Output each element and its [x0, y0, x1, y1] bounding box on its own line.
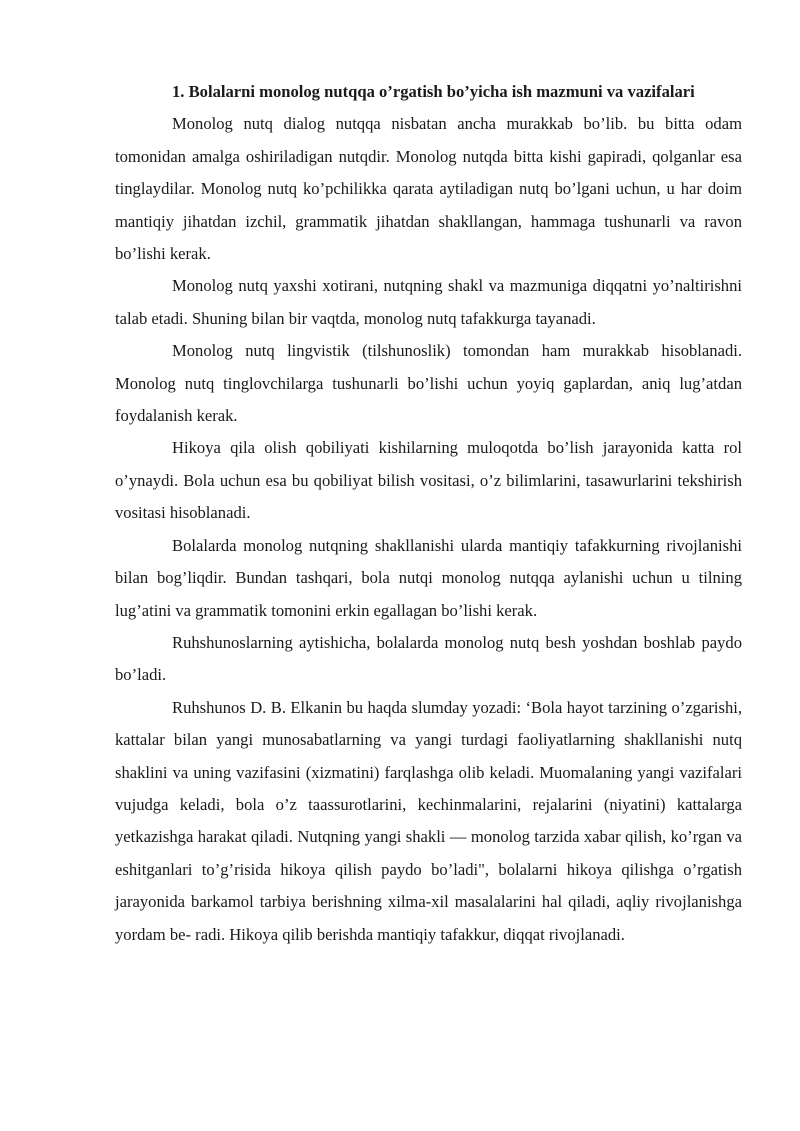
paragraph-6: Ruhshunoslarning aytishicha, bolalarda monolog nutq besh yoshdan boshlab paydo bo’ladi. — [115, 632, 742, 685]
paragraph-4: Hikoya qila olish qobiliyati kishilarning muloqotda bo’lish jarayonida katta rol o’ynaydi. Bola uchun esa bu qobiliyat bilish vositasi, o’z bilimlarini, tasawurlarini tekshirish vositasi hisoblanadi. — [115, 438, 742, 523]
paragraph-2: Monolog nutq yaxshi xotirani, nutqning shakl va mazmuniga diqqatni yo’naltirishni talab etadi. Shuning bilan bir vaqtda, monolog nutq tafakkurga tayanadi. — [115, 276, 742, 328]
paragraph-7: Ruhshunos D. B. Elkanin bu haqda slumday yozadi: ‘Bola hayot tarzining o’zgarishi, kattalar bilan yangi munosabatlarning va yangi turdagi faoliyatlarning shakllanishi nutq shaklini va uning vazifasini (xizmatini) farqlashga olib keladi. Muomalaning yangi vazifalari vujudga keladi, bola o’z taassurotlarini, kechinmalarini, rejalarini (niyatini) kattalarga yetkazishga harakat qiladi. Nutqning yangi shakli — monolog tarzida xabar qilish, ko’rgan va eshitganlari to’g’risida hikoya qilish paydo bo’ladi", bolalarni hikoya qilishga o’rgatish jarayonida barkamol tarbiya berishning xilma-xil masalalarini hal qiladi, aqliy rivojlanishga yordam be- radi. Hikoya qilib berishda mantiqiy tafakkur, diqqat rivojlanadi. — [115, 697, 742, 944]
paragraph-3: Monolog nutq lingvistik (tilshunoslik) tomondan ham murakkab hisoblanadi. Monolog nutq tinglovchilarga tushunarli bo’lishi uchun yoyiq gaplardan, aniq lug’atdan foydalanish kerak. — [115, 341, 742, 426]
paragraph-1: Monolog nutq dialog nutqqa nisbatan ancha murakkab bo’lib. bu bitta odam tomonidan amalga oshiriladigan nutqdir. Monolog nutqda bitta kishi gapiradi, qolganlar esa tinglaydilar. Monolog nutq ko’pchilikka qarata aytiladigan nutq bo’lgani uchun, u har doim mantiqiy jihatdan izchil, grammatik jihatdan shakllangan, hammaga tushunarli va ravon bo’lishi kerak. — [115, 114, 742, 264]
paragraph-5: Bolalarda monolog nutqning shakllanishi ularda mantiqiy tafakkurning rivojlanishi bilan bog’liqdir. Bundan tashqari, bola nutqi monolog nutqqa aylanishi uchun u tilning lug’atini va grammatik tomonini erkin egallagan bo’lishi kerak. — [115, 535, 742, 620]
section-heading: 1. Bolalarni monolog nutqqa o’rgatish bo’yicha ish mazmuni va vazifalari — [172, 82, 695, 101]
document-page — [115, 76, 742, 951]
